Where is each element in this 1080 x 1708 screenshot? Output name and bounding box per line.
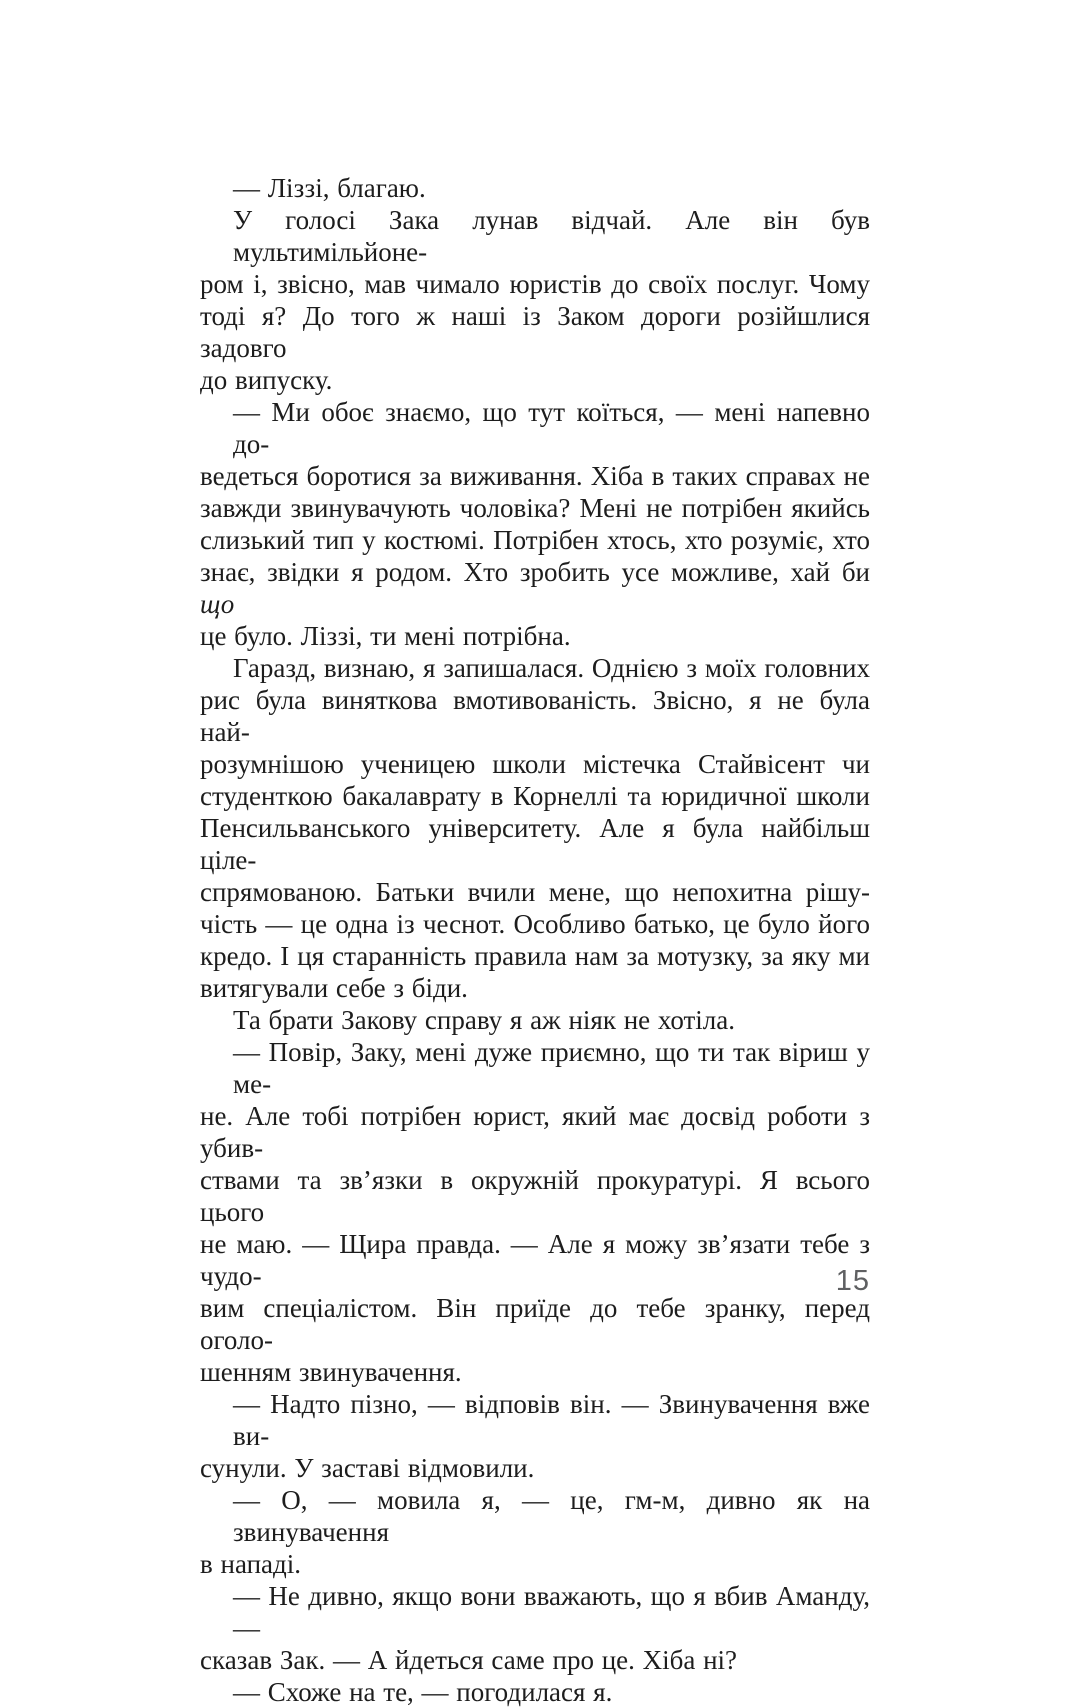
italic-text: що — [200, 589, 235, 619]
text-segment: ром і, звісно, мав чимало юристів до своїх послуг. Чому — [200, 269, 870, 299]
text-segment: кредо. І ця старанність правила нам за мотузку, за яку ми — [200, 941, 870, 971]
page-number: 15 — [835, 1265, 870, 1297]
paragraph — [200, 1036, 870, 1388]
text-segment: в нападі. — [200, 1549, 301, 1579]
text-segment: завжди звинувачують чоловіка? Мені не потрібен якийсь — [200, 493, 870, 523]
text-segment: не. Але тобі потрібен юрист, який має досвід роботи з убив- — [200, 1101, 870, 1163]
text-line — [200, 972, 870, 1004]
text-line — [200, 780, 870, 812]
text-line — [200, 684, 870, 748]
text-line — [200, 1388, 870, 1452]
text-line — [200, 268, 870, 300]
paragraph — [200, 204, 870, 396]
text-segment: Та брати Закову справу я аж ніяк не хотіла. — [233, 1005, 736, 1035]
text-line — [200, 300, 870, 364]
text-segment: тоді я? До того ж наші із Заком дороги розійшлися задовго — [200, 301, 870, 363]
text-line — [200, 1676, 870, 1708]
text-line — [200, 1356, 870, 1388]
text-segment: сунули. У заставі відмовили. — [200, 1453, 535, 1483]
text-segment: У голосі Зака лунав відчай. Але він був мультимільйоне- — [233, 205, 870, 267]
paragraph — [200, 1580, 870, 1676]
text-line — [200, 1644, 870, 1676]
text-line — [200, 524, 870, 556]
text-line — [200, 748, 870, 780]
paragraph — [200, 396, 870, 652]
text-segment: це було. Ліззі, ти мені потрібна. — [200, 621, 571, 651]
text-segment: студенткою бакалаврату в Корнеллі та юридичної школи — [200, 781, 870, 811]
text-segment: — Не дивно, якщо вони вважають, що я вбив Аманду, — — [233, 1581, 870, 1643]
text-line — [200, 812, 870, 876]
text-line — [200, 940, 870, 972]
text-line — [200, 1452, 870, 1484]
text-line — [200, 1164, 870, 1228]
text-segment: — О, — мовила я, — це, гм-м, дивно як на звинувачення — [233, 1485, 870, 1547]
text-line — [200, 908, 870, 940]
text-line — [200, 1004, 870, 1036]
text-line — [200, 1100, 870, 1164]
page-text — [200, 172, 870, 1708]
text-line — [200, 620, 870, 652]
text-line — [200, 556, 870, 620]
text-line — [200, 204, 870, 268]
text-segment: Гаразд, визнаю, я запишалася. Однією з моїх головних — [233, 653, 870, 683]
text-line — [200, 1484, 870, 1548]
text-line — [200, 460, 870, 492]
text-segment: розумнішою ученицею школи містечка Стайвісент чи — [200, 749, 870, 779]
text-segment: вим спеціалістом. Він приїде до тебе зранку, перед оголо- — [200, 1293, 870, 1355]
paragraph — [200, 172, 870, 204]
text-segment: — Схоже на те, — погодилася я. — [233, 1677, 613, 1707]
text-segment: ствами та зв’язки в окружній прокуратурі. Я всього цього — [200, 1165, 870, 1227]
text-segment: Пенсильванського університету. Але я була найбільш ціле- — [200, 813, 870, 875]
text-line — [200, 1548, 870, 1580]
text-segment: — Повір, Заку, мені дуже приємно, що ти так віриш у ме- — [233, 1037, 870, 1099]
text-line — [200, 396, 870, 460]
text-segment: шенням звинувачення. — [200, 1357, 462, 1387]
text-segment: спрямованою. Батьки вчили мене, що непохитна рішу- — [200, 877, 870, 907]
text-line — [200, 876, 870, 908]
paragraph — [200, 1388, 870, 1484]
text-segment: чість — це одна із чеснот. Особливо батько, це було його — [200, 909, 870, 939]
text-line — [200, 1580, 870, 1644]
text-segment: — Ліззі, благаю. — [233, 173, 426, 203]
paragraph — [200, 1004, 870, 1036]
text-line — [200, 172, 870, 204]
text-line — [200, 652, 870, 684]
text-segment: — Надто пізно, — відповів він. — Звинувачення вже ви- — [233, 1389, 870, 1451]
text-segment: — Ми обоє знаємо, що тут коїться, — мені напевно до- — [233, 397, 870, 459]
text-line — [200, 1292, 870, 1356]
paragraph — [200, 1484, 870, 1580]
text-segment: не маю. — Щира правда. — Але я можу зв’язати тебе з чудо- — [200, 1229, 870, 1291]
text-segment: знає, звідки я родом. Хто зробить усе можливе, хай би — [200, 557, 870, 587]
text-line — [200, 1036, 870, 1100]
text-segment: ведеться боротися за виживання. Хіба в таких справах не — [200, 461, 870, 491]
text-segment: сказав Зак. — А йдеться саме про це. Хіба ні? — [200, 1645, 738, 1675]
text-segment: витягували себе з біди. — [200, 973, 468, 1003]
text-line — [200, 364, 870, 396]
paragraph — [200, 1676, 870, 1708]
text-line — [200, 492, 870, 524]
text-segment: слизький тип у костюмі. Потрібен хтось, хто розуміє, хто — [200, 525, 870, 555]
text-segment: до випуску. — [200, 365, 333, 395]
paragraph — [200, 652, 870, 1004]
text-segment: рис була виняткова вмотивованість. Звісно, я не була най- — [200, 685, 870, 747]
